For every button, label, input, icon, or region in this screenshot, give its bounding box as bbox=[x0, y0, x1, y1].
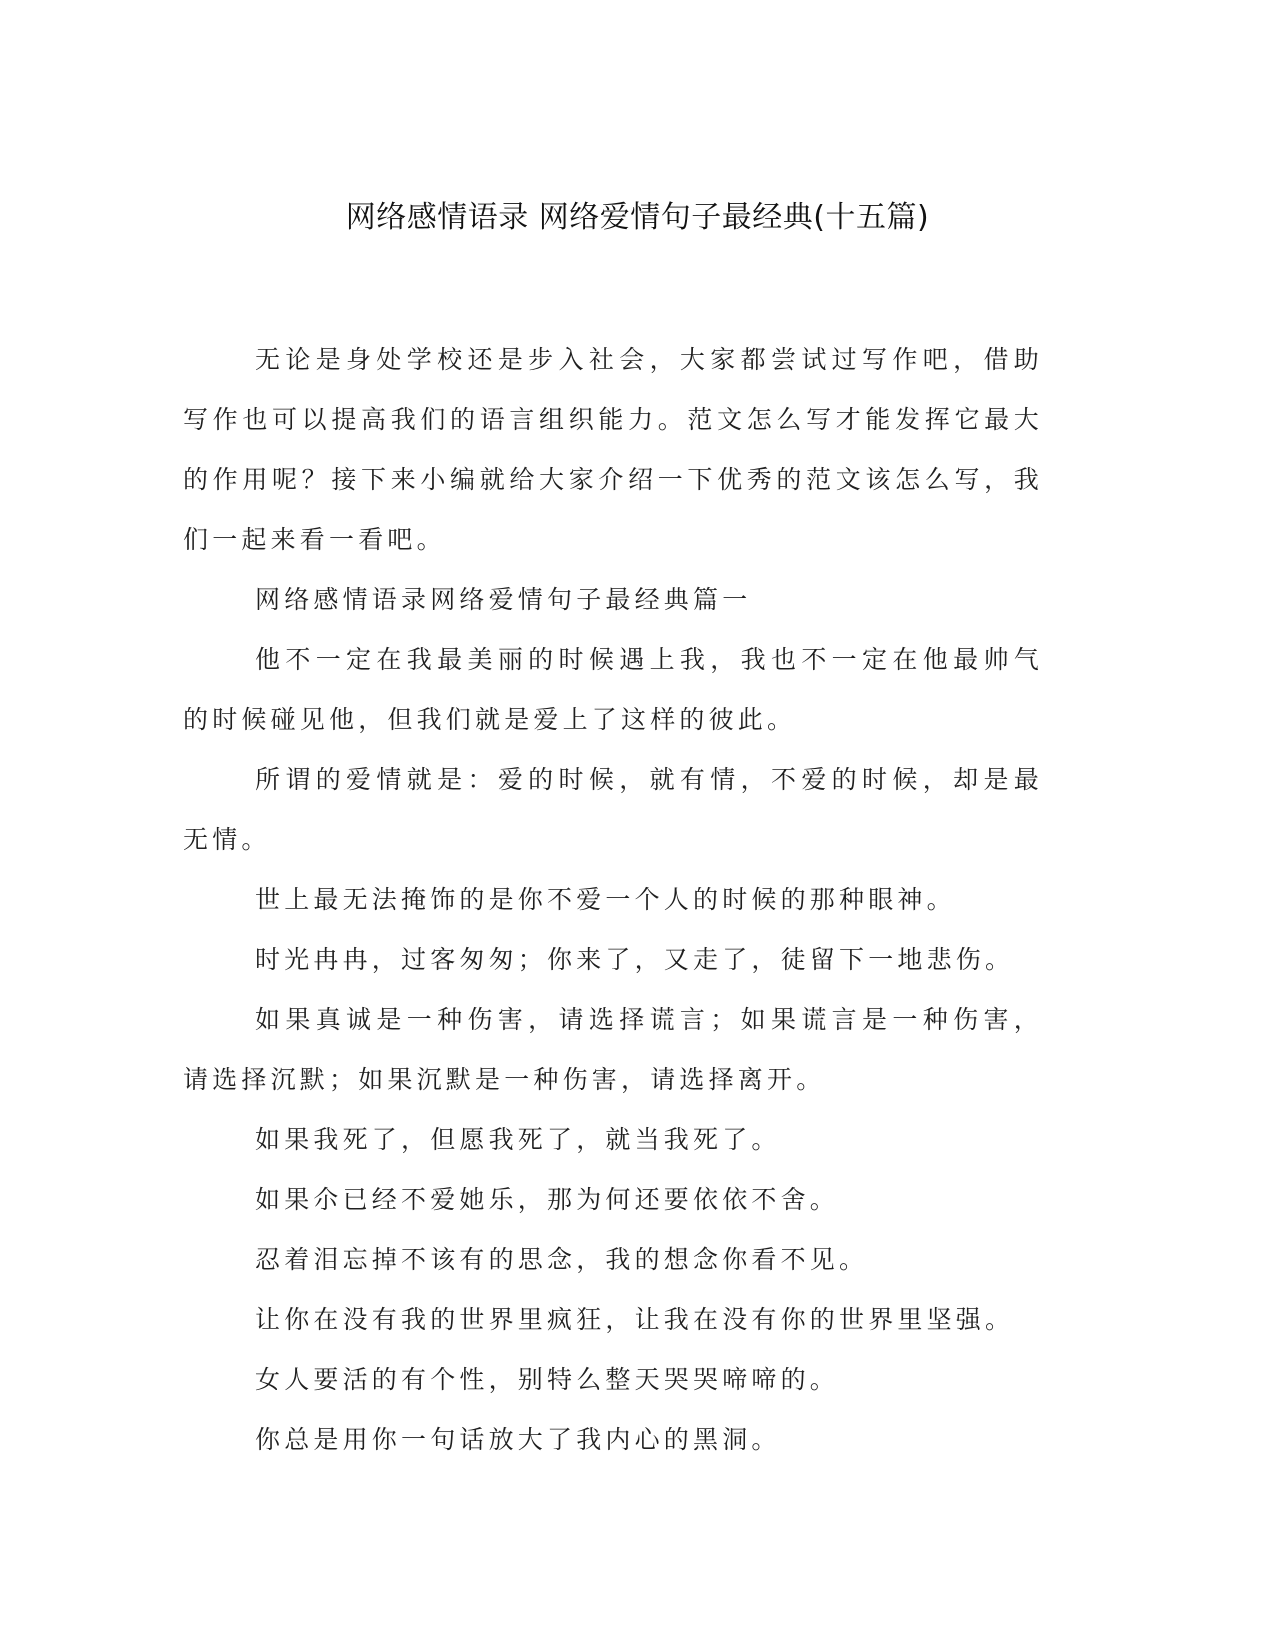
quote-paragraph: 让你在没有我的世界里疯狂，让我在没有你的世界里坚强。 bbox=[255, 1305, 1015, 1334]
document-body bbox=[183, 330, 1043, 1470]
quote-paragraph: 如果我死了，但愿我死了，就当我死了。 bbox=[255, 1125, 781, 1154]
quote-paragraph: 忍着泪忘掉不该有的思念，我的想念你看不见。 bbox=[255, 1245, 869, 1274]
document-title: 网络感情语录 网络爱情句子最经典(十五篇) bbox=[345, 200, 930, 235]
intro-paragraph: 无论是身处学校还是步入社会，大家都尝试过写作吧，借助写作也可以提高我们的语言组织能力。范文怎么写才能发挥它最大的作用呢？接下来小编就给大家介绍一下优秀的范文该怎么写，我们一起来看一看吧。 bbox=[183, 345, 1043, 554]
quote-paragraph: 世上最无法掩饰的是你不爱一个人的时候的那种眼神。 bbox=[255, 885, 956, 914]
quote-paragraph: 如果真诚是一种伤害，请选择谎言；如果谎言是一种伤害，请选择沉默；如果沉默是一种伤害，请选择离开。 bbox=[183, 1005, 1043, 1094]
quote-paragraph: 所谓的爱情就是：爱的时候，就有情，不爱的时候，却是最无情。 bbox=[183, 765, 1043, 854]
quote-paragraph: 时光冉冉，过客匆匆；你来了，又走了，徒留下一地悲伤。 bbox=[255, 945, 1015, 974]
quote-paragraph: 女人要活的有个性，别特么整天哭哭啼啼的。 bbox=[255, 1365, 840, 1394]
quote-paragraph: 你总是用你一句话放大了我内心的黑洞。 bbox=[255, 1425, 781, 1454]
section-heading: 网络感情语录网络爱情句子最经典篇一 bbox=[255, 585, 752, 614]
quote-paragraph: 如果尒已经不爱她乐，那为何还要依依不舍。 bbox=[255, 1185, 840, 1214]
quote-paragraph: 他不一定在我最美丽的时候遇上我，我也不一定在他最帅气的时候碰见他，但我们就是爱上了这样的彼此。 bbox=[183, 645, 1043, 734]
